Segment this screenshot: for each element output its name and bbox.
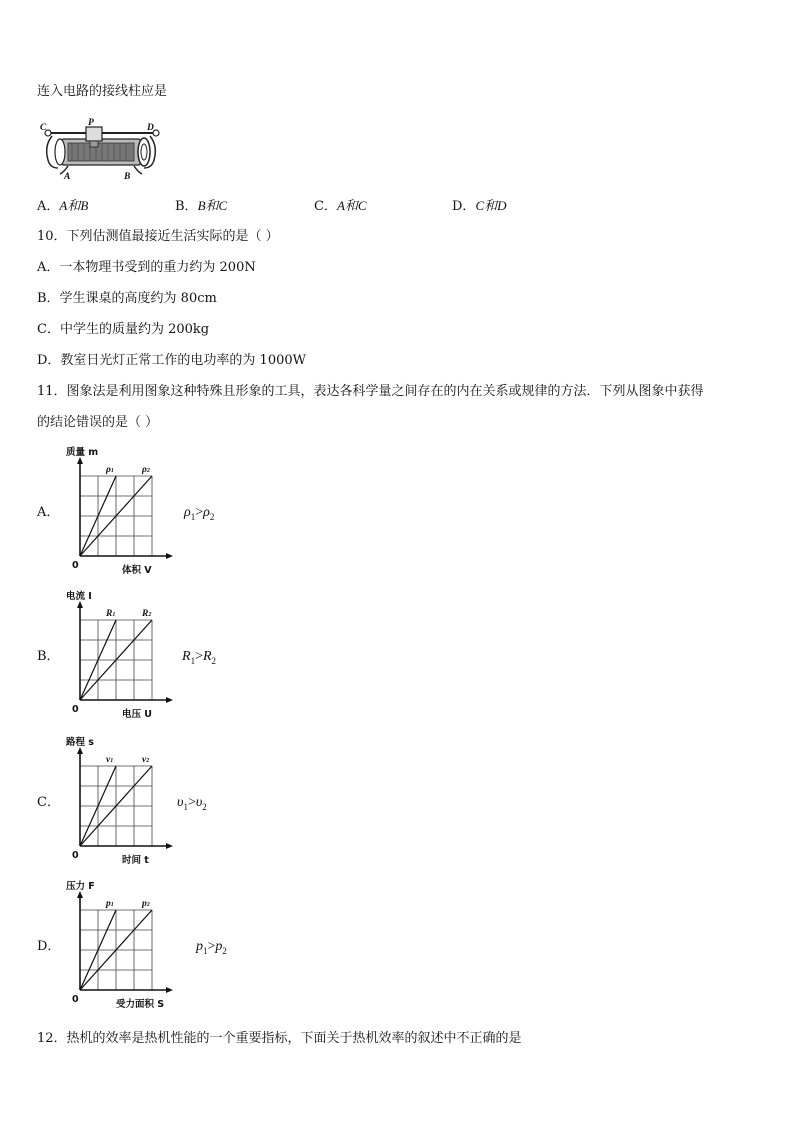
greater-than-sign: > bbox=[195, 505, 204, 520]
cond-sub-1: 1 bbox=[203, 945, 208, 956]
series-label-subscript: 2 bbox=[146, 758, 150, 764]
origin-label: 0 bbox=[72, 994, 79, 1005]
terminal-d-label: D bbox=[147, 123, 154, 133]
cond-sub-2: 2 bbox=[209, 511, 215, 522]
rheostat-figure bbox=[38, 116, 163, 182]
q10-option-d[interactable]: D．教室日光灯正常工作的电功率的为 1000W bbox=[37, 353, 307, 368]
x-axis-label: 体积 V bbox=[122, 565, 152, 576]
q11-stem-line1: 11．图象法是利用图象这种特殊且形象的工具，表达各科学量之间存在的内在关系或规律的方法．下列从图象中获得 bbox=[37, 384, 704, 399]
series-label-1: R1 bbox=[106, 609, 116, 619]
series-label-2: ρ2 bbox=[142, 465, 150, 475]
series-label-subscript: 1 bbox=[110, 468, 114, 474]
slider-p-label: P bbox=[88, 118, 94, 128]
origin-label: 0 bbox=[72, 560, 79, 571]
y-axis-label: 路程 s bbox=[66, 737, 94, 748]
series-label-subscript: 2 bbox=[146, 468, 150, 474]
cond-sub-1: 1 bbox=[183, 801, 188, 812]
q11-stem-line2: 的结论错误的是（ ） bbox=[37, 415, 159, 430]
cond-sub-2: 2 bbox=[211, 655, 217, 666]
q9-option-b[interactable]: B．B和C bbox=[175, 198, 228, 214]
q11-option-d-letter[interactable]: D． bbox=[37, 939, 61, 954]
cond-var-2: ρ bbox=[203, 505, 210, 520]
q9-option-d[interactable]: D．C和D bbox=[452, 198, 507, 214]
series-label-subscript: 1 bbox=[112, 612, 116, 618]
q10-option-c[interactable]: C．中学生的质量约为 200kg bbox=[37, 322, 210, 337]
cond-var-1: ρ bbox=[184, 505, 191, 520]
q11-option-c-letter[interactable]: C． bbox=[37, 795, 60, 810]
q11-graph-b bbox=[62, 588, 202, 723]
cond-var-2: υ bbox=[195, 795, 203, 810]
q9-option-c[interactable]: C．A和C bbox=[314, 198, 367, 214]
cond-var-1: R bbox=[182, 649, 191, 664]
q10-option-b[interactable]: B．学生课桌的高度约为 80cm bbox=[37, 291, 217, 306]
cond-sub-2: 2 bbox=[222, 945, 227, 956]
x-axis-label: 受力面积 S bbox=[116, 999, 165, 1010]
origin-label: 0 bbox=[72, 850, 79, 861]
greater-than-sign: > bbox=[187, 795, 196, 810]
q11-option-c-condition bbox=[177, 795, 207, 812]
q11-option-d-condition bbox=[196, 939, 227, 956]
y-axis-label: 电流 I bbox=[66, 591, 92, 602]
greater-than-sign: > bbox=[207, 939, 216, 954]
series-label-subscript: 2 bbox=[148, 612, 152, 618]
terminal-a-label: A bbox=[64, 172, 71, 182]
x-axis-label: 电压 U bbox=[122, 709, 153, 720]
cond-var-1: υ bbox=[177, 795, 184, 810]
q10-stem: 10．下列估测值最接近生活实际的是（ ） bbox=[37, 229, 279, 244]
q9-stem-tail: 连入电路的接线柱应是 bbox=[37, 84, 168, 99]
series-label-subscript: 1 bbox=[110, 902, 114, 908]
y-axis-label: 质量 m bbox=[66, 447, 99, 458]
series-label-subscript: 1 bbox=[110, 758, 114, 764]
series-label-2: p2 bbox=[142, 899, 150, 909]
q10-option-a[interactable]: A．一本物理书受到的重力约为 200N bbox=[37, 260, 256, 275]
cond-var-2: p bbox=[215, 939, 223, 954]
cond-sub-1: 1 bbox=[190, 655, 196, 666]
q11-option-a-letter[interactable]: A． bbox=[37, 505, 60, 520]
cond-sub-1: 1 bbox=[190, 511, 196, 522]
series-label-1: ρ1 bbox=[106, 465, 114, 475]
origin-label: 0 bbox=[72, 704, 79, 715]
terminal-c-label: C bbox=[40, 123, 47, 133]
series-label-subscript: 2 bbox=[146, 902, 150, 908]
q11-graph-a bbox=[62, 444, 202, 579]
q11-graph-d bbox=[62, 878, 202, 1013]
cond-var-2: R bbox=[202, 649, 212, 664]
y-axis-label: 压力 F bbox=[66, 881, 95, 892]
q9-option-a[interactable]: A．A和B bbox=[37, 198, 89, 214]
series-label-1: p1 bbox=[106, 899, 114, 909]
terminal-b-label: B bbox=[124, 172, 131, 182]
cond-var-1: p bbox=[196, 939, 203, 954]
q11-option-b-condition bbox=[182, 649, 216, 666]
cond-sub-2: 2 bbox=[202, 801, 207, 812]
x-axis-label: 时间 t bbox=[122, 855, 149, 866]
q11-option-b-letter[interactable]: B． bbox=[37, 649, 60, 664]
series-label-2: v2 bbox=[142, 755, 150, 765]
series-label-2: R2 bbox=[142, 609, 152, 619]
q11-option-a-condition bbox=[184, 505, 214, 522]
greater-than-sign: > bbox=[195, 649, 203, 664]
q12-stem: 12．热机的效率是热机性能的一个重要指标，下面关于热机效率的叙述中不正确的是 bbox=[37, 1031, 522, 1046]
series-label-1: v1 bbox=[106, 755, 114, 765]
